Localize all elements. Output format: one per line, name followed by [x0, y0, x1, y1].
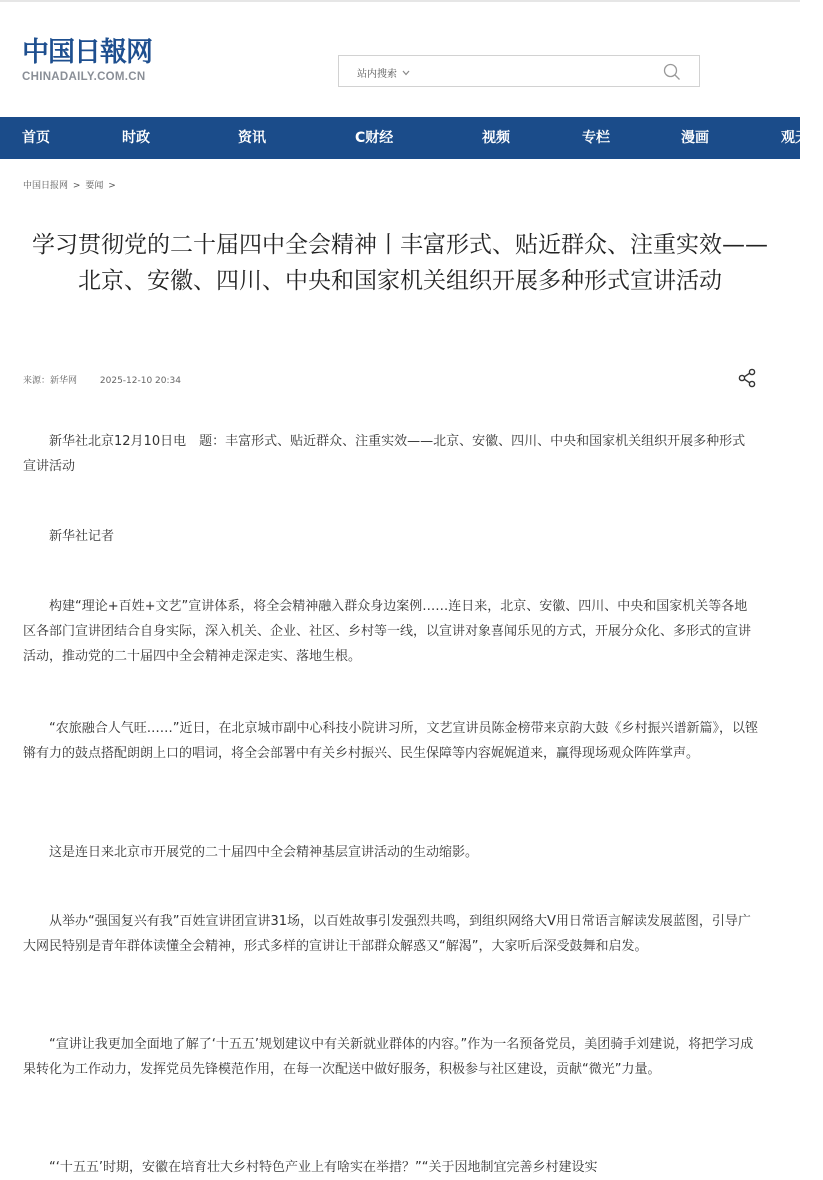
nav-item-politics[interactable]: 时政: [122, 130, 150, 146]
main-nav: [0, 117, 823, 159]
chevron-down-icon: [402, 70, 410, 76]
article-source: 来源：新华网: [23, 376, 78, 386]
nav-item-columns[interactable]: 专栏: [582, 130, 610, 146]
search-scope-label: 站内搜索: [357, 69, 397, 80]
breadcrumb-separator: >: [72, 181, 81, 191]
nav-item-home[interactable]: 首页: [22, 130, 50, 146]
nav-item-finance[interactable]: C财经: [355, 130, 394, 146]
article-paragraph: 新华社记者: [49, 529, 115, 544]
nav-item-video[interactable]: 视频: [482, 130, 510, 146]
article-title: 学习贯彻党的二十届四中全会精神丨丰富形式、贴近群众、注重实效——北京、安徽、四川、中央和国家机关组织开展多种形式宣讲活动: [32, 232, 768, 294]
site-header: [0, 0, 800, 117]
logo-english: CHINADAILY.COM.CN: [22, 71, 146, 83]
breadcrumb-separator: >: [108, 181, 116, 191]
article-paragraph: “农旅融合人气旺……”近日，在北京城市副中心科技小院讲习所，文艺宣讲员陈金榜带来京韵大鼓《乡村振兴谱新篇》，以铿锵有力的鼓点搭配朗朗上口的唱词，将全会部署中有关乡村振兴、民生保障等内容娓娓道来，赢得现场观众阵阵掌声。: [23, 721, 758, 761]
article-paragraph: “‘十五五’时期，安徽在培育壮大乡村特色产业上有啥实在举措？”“关于因地制宜完善乡村建设实: [49, 1160, 598, 1175]
search-icon[interactable]: [663, 63, 681, 81]
share-icon[interactable]: [737, 368, 757, 388]
search-box: [338, 55, 700, 87]
nav-item-world[interactable]: 观天下: [781, 130, 823, 146]
breadcrumb-section-link[interactable]: 要闻: [85, 181, 104, 191]
article-date: 2025-12-10 20:34: [99, 376, 181, 386]
breadcrumb: [23, 178, 118, 191]
site-logo[interactable]: [22, 38, 152, 83]
article-paragraph: 构建“理论+百姓+文艺”宣讲体系，将全会精神融入群众身边案例……连日来，北京、安徽、四川、中央和国家机关等各地区各部门宣讲团结合自身实际，深入机关、企业、社区、乡村等一线，以宣讲对象喜闻乐见的方式，开展分众化、多形式的宣讲活动，推动党的二十届四中全会精神走深走实、落地生根。: [23, 599, 752, 664]
logo-chinese: 中国日報网: [22, 37, 152, 68]
article-paragraph: 这是连日来北京市开展党的二十届四中全会精神基层宣讲活动的生动缩影。: [49, 845, 479, 860]
breadcrumb-home-link[interactable]: 中国日报网: [23, 181, 69, 191]
article-paragraph: 从举办“强国复兴有我”百姓宣讲团宣讲31场，以百姓故事引发强烈共鸣，到组织网络大V用日常语言解读发展蓝图，引导广大网民特别是青年群体读懂全会精神，形式多样的宣讲让干部群众解惑又“解渴”，大家听后深受鼓舞和启发。: [23, 914, 751, 954]
article-paragraph: “宣讲让我更加全面地了解了‘十五五’规划建议中有关新就业群体的内容。”作为一名预备党员，美团骑手刘建说，将把学习成果转化为工作动力，发挥党员先锋模范作用，在每一次配送中做好服务，积极参与社区建设，贡献“微光”力量。: [23, 1037, 754, 1077]
search-input[interactable]: [435, 58, 659, 86]
nav-item-news[interactable]: 资讯: [238, 130, 266, 146]
nav-item-comics[interactable]: 漫画: [681, 130, 709, 146]
article-meta: [23, 373, 181, 386]
article-paragraph: 新华社北京12月10日电 题：丰富形式、贴近群众、注重实效——北京、安徽、四川、中央和国家机关组织开展多种形式宣讲活动: [23, 434, 746, 474]
search-scope-dropdown[interactable]: [357, 65, 410, 80]
